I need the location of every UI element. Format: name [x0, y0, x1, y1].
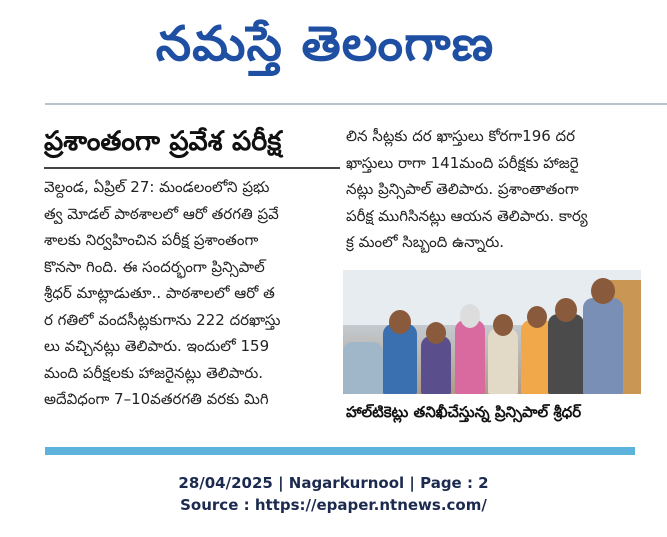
footer: [0, 472, 667, 516]
article-column-right: [346, 123, 638, 256]
masthead: [0, 0, 667, 100]
article-line: త్వ మోడల్ పాఠశాలలో ఆరో తరగతి ప్రవే: [44, 204, 279, 223]
article-line: ర గతిలో వందసీట్లకుగాను 222 దరఖాస్తు: [44, 310, 281, 329]
article-line: క్ర మంలో సిబ్బంది ఉన్నారు.: [346, 233, 505, 251]
article-headline: ప్రశాంతంగా ప్రవేశ పరీక్ష: [44, 126, 282, 157]
photo-person: [583, 298, 623, 394]
photo-person: [455, 320, 485, 394]
article-line: అదేవిధంగా 7–10వతరగతి వరకు మిగి: [44, 390, 269, 408]
photo-person-head: [527, 306, 547, 328]
photo-caption: హాల్‌టికెట్లు తనిఖీచేస్తున్న ప్రిన్సిపాల్ శ్రీధర్: [346, 403, 582, 421]
photo-person-head: [555, 298, 577, 322]
photo-person: [421, 336, 451, 394]
photo-person-head: [426, 322, 446, 344]
footer-source: Source : https://epaper.ntnews.com/: [180, 496, 487, 514]
article-line: పరీక్ష ముగిసినట్లు ఆయన తెలిపారు. కార్య: [346, 206, 588, 225]
footer-date-edition: 28/04/2025 | Nagarkurnool | Page : 2: [178, 474, 489, 492]
photo-person: [548, 314, 584, 394]
divider: [45, 103, 667, 105]
photo-person-head: [493, 314, 513, 336]
article-line: వెల్దండ, ఏప్రిల్ 27: మండలంలోని ప్రభు: [44, 178, 270, 196]
article-line: లిన సీట్లకు దర ఖాస్తులు కోరగా196 దర: [346, 127, 576, 145]
article-line: శ్రీధర్ మాట్లాడుతూ.. పాఠశాలలో ఆరో త: [44, 284, 275, 302]
photo-person: [383, 324, 417, 394]
section-band: [45, 447, 635, 455]
article-line: కొనసా గింది. ఈ సందర్భంగా ప్రిన్సిపాల్: [44, 257, 265, 276]
article-line: లు వచ్చినట్లు తెలిపారు. ఇందులో 159: [44, 337, 270, 355]
photo-person-head: [389, 310, 411, 334]
photo-person: [488, 328, 518, 394]
article-line: ఖాస్తులు రాగా 141మంది పరీక్షకు హాజరై: [346, 153, 579, 172]
article-line: శాలకు నిర్వహించిన పరీక్ష ప్రశాంతంగా: [44, 231, 259, 249]
article-line: మంది పరీక్షలకు హాజరైనట్లు తెలిపారు.: [44, 363, 264, 382]
photo-person-head: [460, 304, 480, 328]
headline-underline: [44, 167, 340, 169]
news-photo: [343, 270, 641, 394]
photo-person-head: [591, 278, 615, 304]
newspaper-logo: నమస్తే తెలంగాణ: [155, 16, 495, 72]
article-line: నట్లు ప్రిన్సిపాల్ తెలిపారు. ప్రశాంతాతంగా: [346, 180, 579, 198]
photo-person: [343, 342, 383, 394]
article-column-left: [44, 174, 336, 413]
